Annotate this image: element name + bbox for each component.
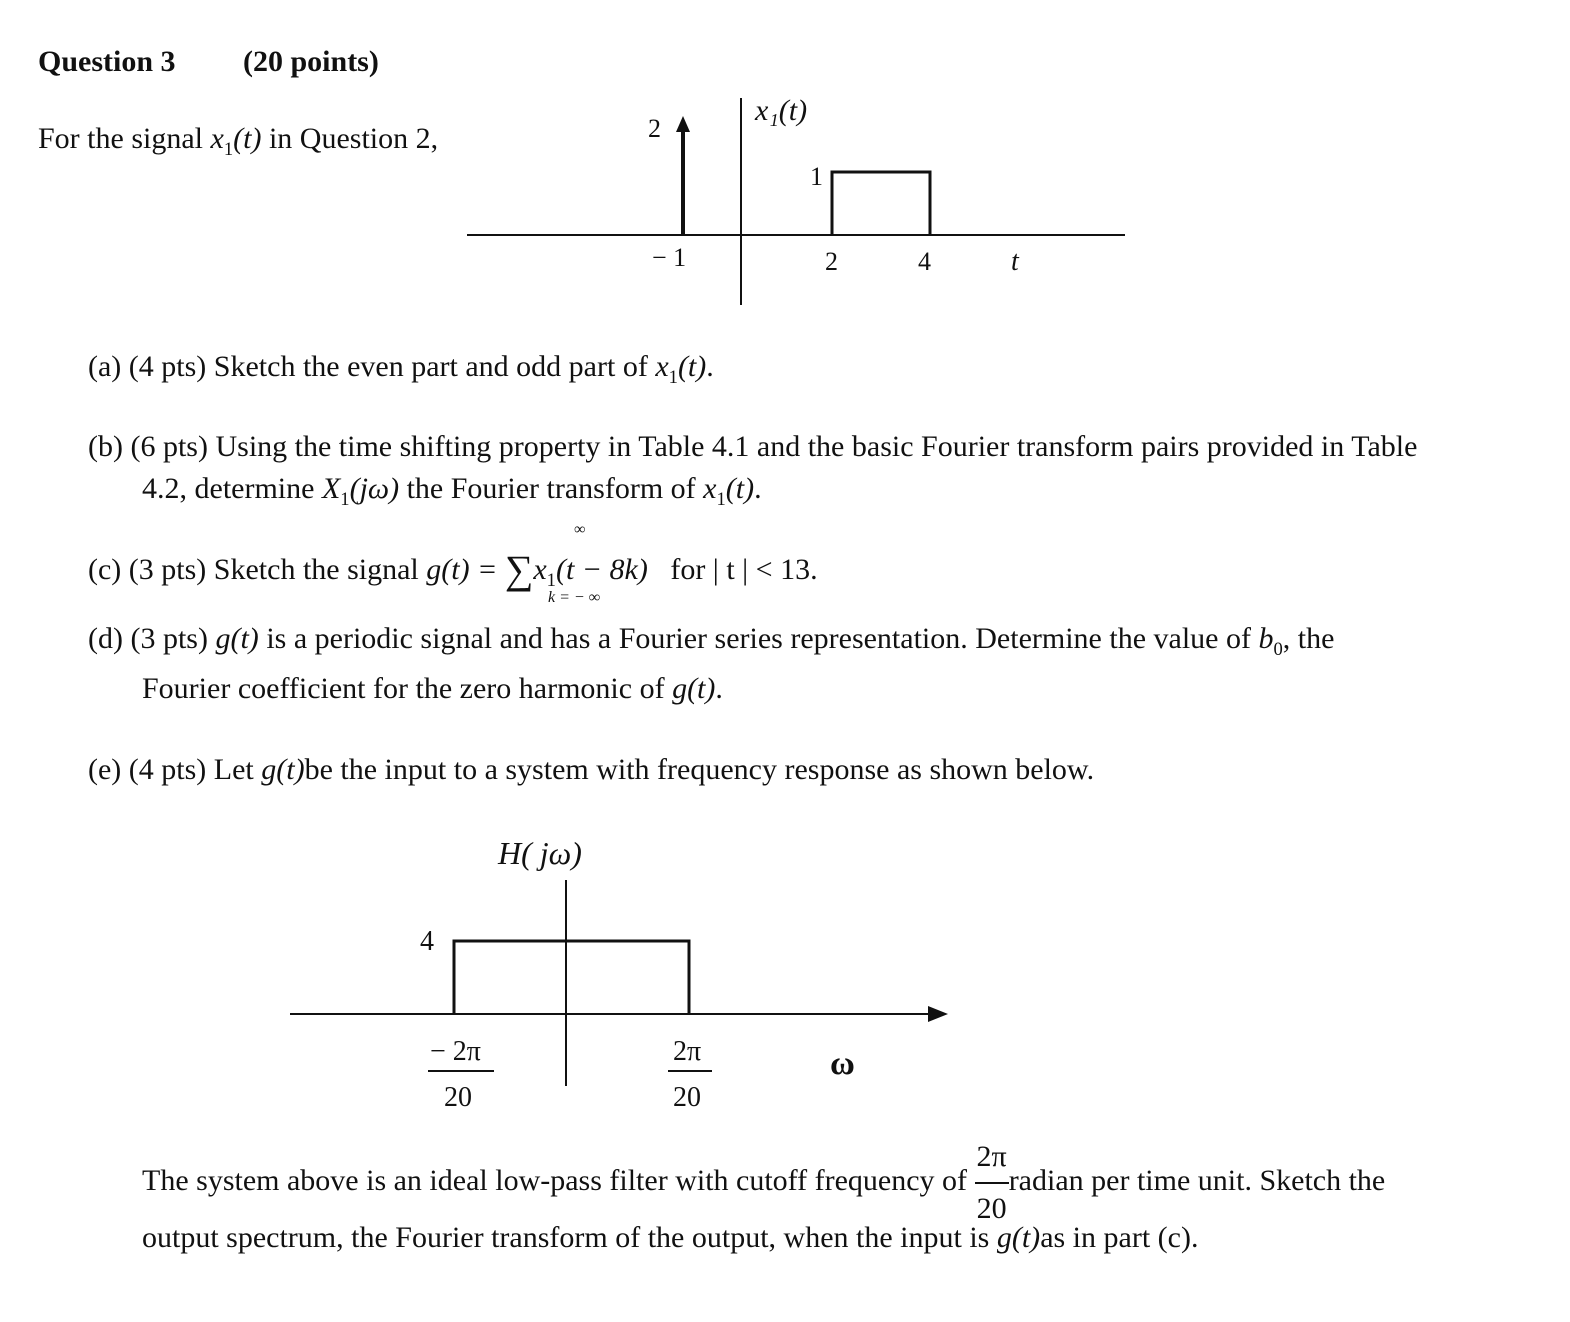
summation-lower-limit: k = − ∞ — [548, 589, 601, 606]
summation-sigma: ∑ — [504, 547, 534, 592]
part-d-g: g(t) — [215, 622, 259, 655]
rect-pulse — [832, 172, 930, 235]
part-d-b-sub: 0 — [1273, 638, 1283, 660]
filter-figure — [0, 820, 1570, 1120]
part-e-post: be the input to a system with frequency response as shown below. — [304, 753, 1095, 786]
part-d-pre: (3 pts) — [130, 622, 208, 655]
question-points: (20 points) — [243, 45, 379, 78]
part-c — [88, 542, 818, 592]
part-a-end: . — [706, 350, 714, 383]
footer-post: radian per time unit. Sketch the — [1008, 1163, 1386, 1197]
filter-passband — [454, 941, 689, 1014]
cutoff-fraction-num: 2π — [975, 1132, 1009, 1184]
part-b-text2: 4.2, determine — [142, 472, 315, 505]
part-c-cond: for | t | < 13. — [670, 553, 818, 586]
intro-var: x — [210, 122, 224, 155]
footer-line1 — [142, 1132, 1385, 1234]
intro-pre: For the signal — [38, 122, 203, 155]
tick-label-4: 4 — [918, 247, 931, 276]
part-a-arg: (t) — [677, 350, 707, 383]
part-d-end2: . — [715, 672, 723, 705]
part-e-label: (e) — [88, 753, 122, 786]
part-d-label: (d) — [88, 622, 123, 655]
summation-upper-limit: ∞ — [574, 521, 586, 538]
part-e — [88, 753, 1094, 787]
part-d-text1: is a periodic signal and has a Fourier series representation. Determine the value of — [266, 622, 1251, 655]
part-a-sub: 1 — [668, 366, 678, 388]
intro-post: in Question 2, — [268, 122, 439, 155]
part-d-b: b — [1258, 622, 1274, 655]
footer-g: g(t) — [996, 1221, 1041, 1254]
impulse-height-label: 2 — [648, 114, 661, 143]
part-e-g: g(t) — [261, 753, 305, 786]
part-d-end1: , the — [1282, 622, 1335, 655]
impulse-arrow — [676, 116, 690, 132]
filter-height-label: 4 — [420, 926, 434, 957]
part-c-label: (c) — [88, 553, 122, 586]
part-d-g2: g(t) — [672, 672, 716, 705]
cutoff-left-den: 20 — [444, 1082, 472, 1113]
part-d-text2: Fourier coefficient for the zero harmonic of — [142, 672, 665, 705]
cutoff-left-num: − 2π — [430, 1036, 481, 1067]
part-b-sub: 1 — [716, 488, 726, 510]
part-b-text3: the Fourier transform of — [406, 472, 696, 505]
part-c-term-sub: 1 — [546, 569, 556, 591]
part-c-term-var: x — [533, 553, 547, 586]
signal-label: x₁(t) — [755, 94, 808, 127]
filter-title: H( jω) — [498, 835, 582, 871]
question-title: Question 3 — [38, 45, 176, 78]
tick-label-neg1: − 1 — [652, 243, 687, 272]
part-d-line1 — [88, 622, 1335, 660]
part-b-label: (b) — [88, 430, 123, 463]
part-a — [88, 350, 714, 388]
signal-figure — [0, 0, 1570, 320]
part-b-var: x — [703, 472, 717, 505]
t-axis-label: t — [1011, 246, 1019, 277]
part-a-text: (4 pts) Sketch the even part and odd part of — [128, 350, 648, 383]
part-e-pre: (4 pts) Let — [128, 753, 254, 786]
part-d-line2 — [142, 672, 723, 706]
part-b-X-sub: 1 — [340, 488, 350, 510]
part-a-label: (a) — [88, 350, 122, 383]
part-b-X-arg: (jω) — [349, 472, 400, 505]
tick-label-2: 2 — [825, 247, 838, 276]
part-b-line1 — [88, 430, 1417, 464]
footer-line2-pre: output spectrum, the Fourier transform of the output, when the input is — [142, 1221, 990, 1254]
footer-line2 — [142, 1221, 1198, 1255]
cutoff-right-den: 20 — [673, 1082, 701, 1113]
part-b-end: . — [754, 472, 762, 505]
part-c-g: g(t) = — [426, 553, 498, 586]
part-b-text1: (6 pts) Using the time shifting property in Table 4.1 and the basic Fourier transform pairs provided in Table — [130, 430, 1418, 463]
part-a-var: x — [655, 350, 669, 383]
intro-sub: 1 — [223, 138, 234, 160]
part-b-arg: (t) — [725, 472, 755, 505]
footer-pre: The system above is an ideal low-pass filter with cutoff frequency of — [142, 1163, 968, 1197]
omega-axis-arrow — [928, 1006, 948, 1022]
omega-label: ω — [830, 1045, 855, 1082]
cutoff-fraction-den: 20 — [976, 1192, 1007, 1225]
cutoff-fraction — [975, 1132, 1009, 1234]
part-b-line2 — [142, 472, 762, 510]
part-b-X: X — [321, 472, 341, 505]
pulse-height-label: 1 — [810, 162, 823, 191]
cutoff-right-num: 2π — [673, 1036, 702, 1067]
footer-line2-post: as in part (c). — [1040, 1221, 1199, 1254]
part-c-term-arg: (t − 8k) — [555, 553, 648, 586]
part-c-text: (3 pts) Sketch the signal — [128, 553, 419, 586]
intro-arg: (t) — [233, 122, 262, 155]
